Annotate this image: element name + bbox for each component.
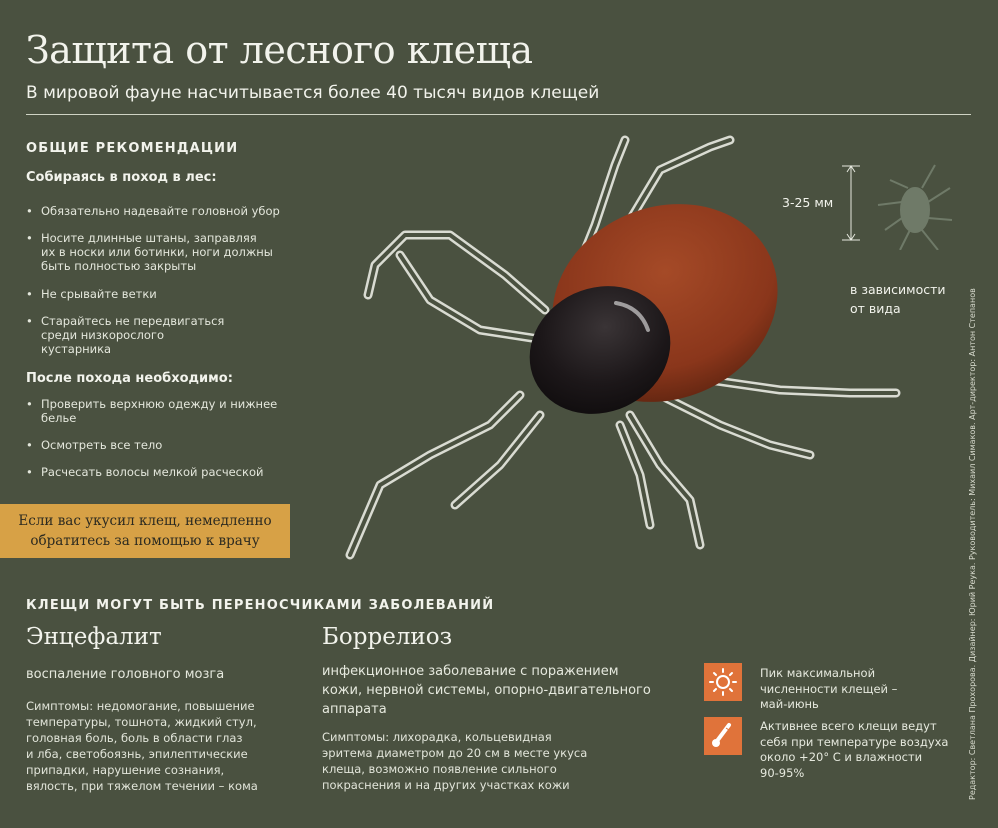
encephalitis-title: Энцефалит — [26, 624, 162, 650]
sun-icon — [704, 663, 742, 701]
tick-size-indicator — [840, 160, 970, 250]
peak-season-text: Пик максимальной численности клещей – май-июнь — [760, 666, 898, 711]
page-title: Защита от лесного клеща — [26, 28, 533, 72]
list-item: • Носите длинные штаны, заправляя их в носки или ботинки, ноги должны быть полностью закрыты — [26, 231, 273, 273]
list-item: • Обязательно надевайте головной убор — [26, 204, 280, 218]
tick-size-note: в зависимости от вида — [850, 282, 946, 316]
list-item: • Осмотреть все тело — [26, 438, 162, 452]
borreliosis-description: инфекционное заболевание с поражением кожи, нервной системы, опорно-двигательного аппарата — [322, 664, 651, 717]
tick-illustration — [330, 125, 910, 575]
credits: Редактор: Светлана Прохорова. Дизайнер: Юрий Реука. Руководитель: Михаил Симаков. Арт-директор: Антон Степанов — [968, 288, 977, 800]
bite-alert-banner: Если вас укусил клещ, немедленно обратитесь за помощью к врачу — [0, 504, 290, 558]
list-item: • Расчесать волосы мелкой расческой — [26, 465, 263, 479]
thermometer-icon — [704, 717, 742, 755]
recommendations-heading: ОБЩИЕ РЕКОМЕНДАЦИИ — [26, 141, 239, 156]
borreliosis-title: Боррелиоз — [322, 624, 453, 650]
page-subtitle: В мировой фауне насчитывается более 40 тысяч видов клещей — [26, 83, 600, 103]
activity-conditions-text: Активнее всего клещи ведут себя при температуре воздуха около +20° С и влажности 90-95% — [760, 719, 949, 780]
encephalitis-symptoms: Симптомы: недомогание, повышение температуры, тошнота, жидкий стул, головная боль, боль в области глаз и лба, светобоязнь, эпилептические припадки, нарушение сознания, вялость, при тяжелом течении – кома — [26, 699, 258, 793]
tick-size-range: 3-25 мм — [782, 195, 834, 210]
borreliosis-symptoms: Симптомы: лихорадка, кольцевидная эритема диаметром до 20 см в месте укуса клеща, возможно появление сильного покраснения и на других участках кожи — [322, 730, 588, 792]
after-trip-heading: После похода необходимо: — [26, 371, 233, 386]
header-divider — [26, 114, 971, 115]
list-item: • Проверить верхнюю одежду и нижнее белье — [26, 397, 277, 425]
tick-silhouette-icon — [878, 165, 952, 250]
diseases-heading: КЛЕЩИ МОГУТ БЫТЬ ПЕРЕНОСЧИКАМИ ЗАБОЛЕВАНИЙ — [26, 598, 495, 613]
list-item: • Не срывайте ветки — [26, 287, 157, 301]
before-trip-heading: Собираясь в поход в лес: — [26, 170, 217, 185]
list-item: • Старайтесь не передвигаться среди низкорослого кустарника — [26, 314, 224, 356]
encephalitis-description: воспаление головного мозга — [26, 667, 225, 682]
